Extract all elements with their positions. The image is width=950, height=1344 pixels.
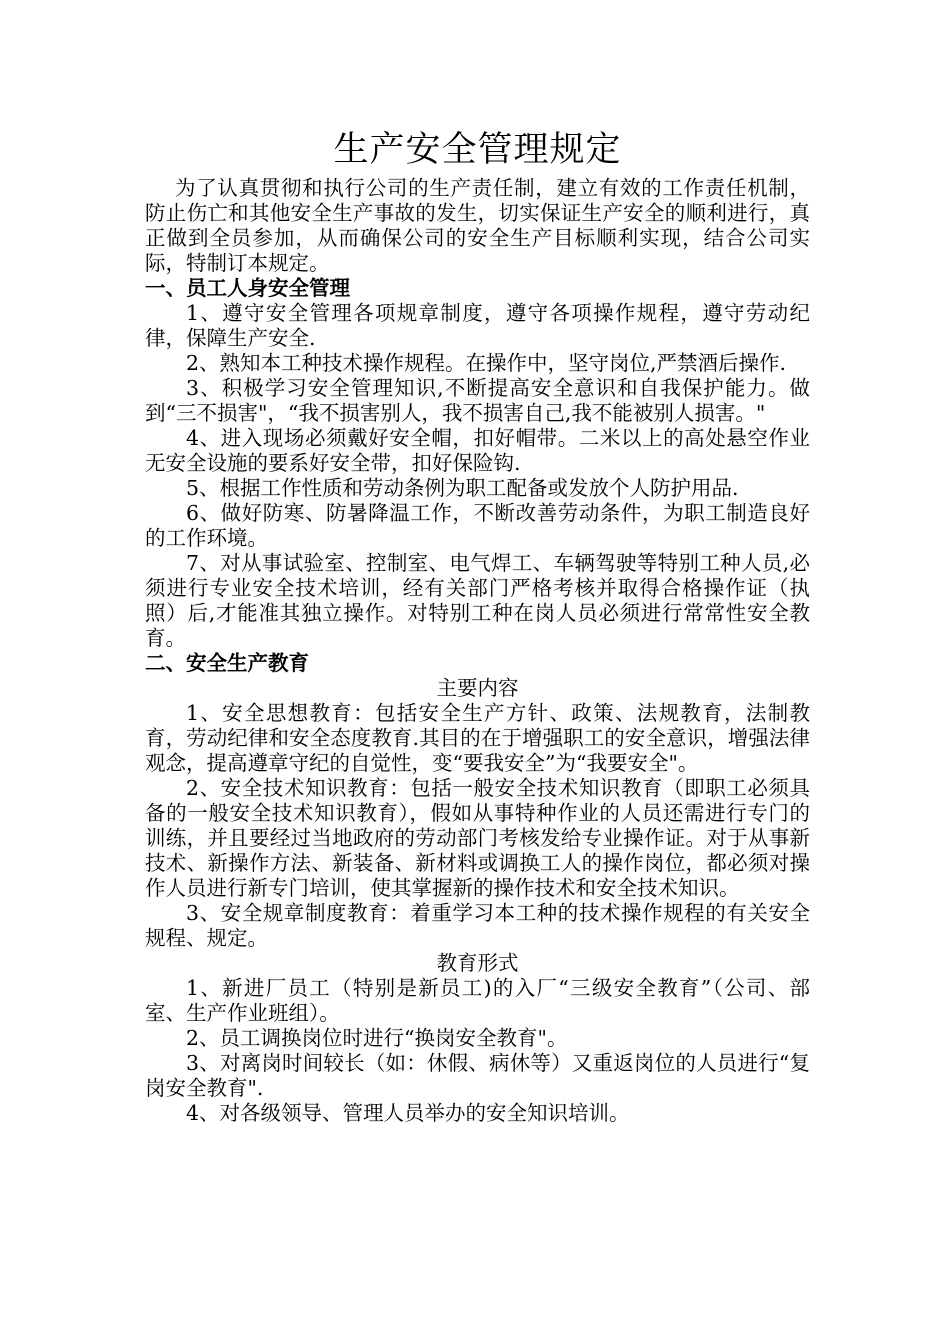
main-content-item-2: 2、安全技术知识教育：包括一般安全技术知识教育（即职工必须具备的一般安全技术知识教育），假如从事特种作业的人员还需进行专门的训练，并且要经过当地政府的劳动部门考核发给专业操作证。对于从事新技术、新操作方法、新装备、新材料或调换工人的操作岗位，都必须对操作人员进行新专门培训，使其掌握新的操作技术和安全技术知识。 [145,776,810,900]
education-form-item-2: 2、员工调换岗位时进行“换岗安全教育"。 [186,1026,568,1050]
personal-safety-item-6: 6、做好防寒、防暑降温工作，不断改善劳动条件，为职工制造良好的工作环境。 [145,501,810,550]
education-form-item-1: 1、新进厂员工（特别是新员工)的入厂“三级安全教育”（公司、部室、生产作业班组）。 [145,976,810,1025]
subheading-education-forms: 教育形式 [436,951,519,975]
document-title: 生产安全管理规定 [333,130,622,170]
education-form-item-3: 3、对离岗时间较长（如：休假、病休等）又重返岗位的人员进行“复岗安全教育". [145,1051,810,1100]
subheading-main-content: 主要内容 [436,676,519,700]
personal-safety-item-1: 1、遵守安全管理各项规章制度，遵守各项操作规程，遵守劳动纪律，保障生产安全. [145,301,810,350]
personal-safety-item-3: 3、积极学习安全管理知识,不断提高安全意识和自我保护能力。做到“三不损害"，“我不损害别人，我不损害自己,我不能被别人损害。" [145,376,810,425]
personal-safety-item-2: 2、熟知本工种技术操作规程。在操作中，坚守岗位,严禁酒后操作. [186,351,787,375]
personal-safety-item-7: 7、对从事试验室、控制室、电气焊工、车辆驾驶等特别工种人员,必须进行专业安全技术培训，经有关部门严格考核并取得合格操作证（执照）后,才能准其独立操作。对特别工种在岗人员必须进行常常性安全教育。 [145,551,810,650]
main-content-item-3: 3、安全规章制度教育：着重学习本工种的技术操作规程的有关安全规程、规定。 [145,901,810,950]
personal-safety-item-4: 4、进入现场必须戴好安全帽，扣好帽带。二米以上的高处悬空作业无安全设施的要系好安全带，扣好保险钩. [145,426,810,475]
personal-safety-item-5: 5、根据工作性质和劳动条例为职工配备或发放个人防护用品. [186,476,739,500]
section-heading-personal-safety: 一、员工人身安全管理 [145,276,350,300]
document-page [145,128,810,1126]
main-content-item-1: 1、安全思想教育：包括安全生产方针、政策、法规教育，法制教育，劳动纪律和安全态度教育.其目的在于增强职工的安全意识，增强法律观念，提高遵章守纪的自觉性，变“要我安全”为“我要安全"。 [145,701,810,775]
section-heading-safety-education: 二、安全生产教育 [145,651,309,675]
intro-paragraph: 为了认真贯彻和执行公司的生产责任制，建立有效的工作责任机制，防止伤亡和其他安全生产事故的发生，切实保证生产安全的顺利进行，真正做到全员参加，从而确保公司的安全生产目标顺利实现，结合公司实际，特制订本规定。 [145,176,810,275]
education-form-item-4: 4、对各级领导、管理人员举办的安全知识培训。 [186,1101,630,1125]
